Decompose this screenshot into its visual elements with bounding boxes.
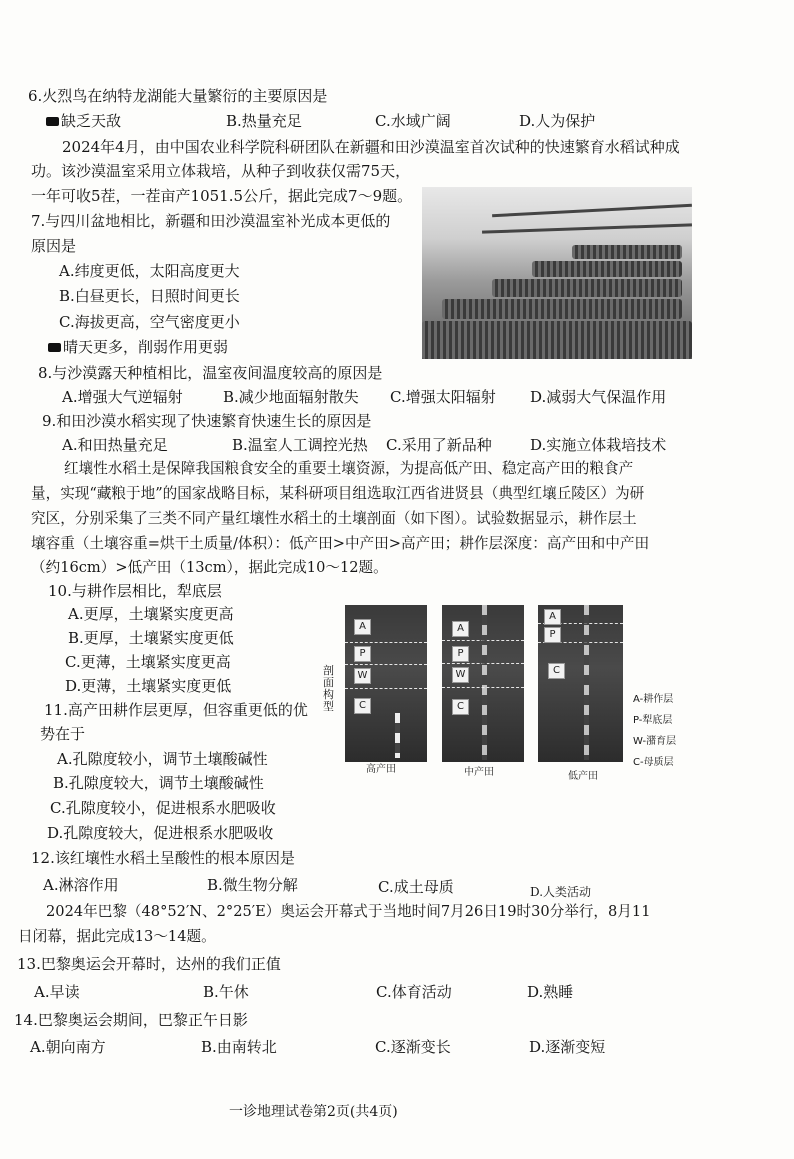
q13-stem: 13.巴黎奥运会开幕时，达州的我们正值	[17, 955, 281, 973]
answer-mark	[46, 117, 59, 126]
q8-option-b: B.减少地面辐射散失	[223, 388, 359, 406]
q10-stem: 10.与耕作层相比，犁底层	[48, 582, 222, 600]
q9-option-c: C.采用了新品种	[386, 436, 492, 454]
q10-option-d: D.更薄，土壤紧实度更低	[65, 677, 232, 695]
caption-mid-yield: 中产田	[464, 767, 494, 778]
q11-option-d: D.孔隙度较大，促进根系水肥吸收	[47, 824, 274, 842]
q7-option-d: 晴天更多，削弱作用更弱	[63, 338, 229, 356]
layer-label: W	[354, 668, 371, 684]
q11-stem-line2: 势在于	[40, 725, 86, 743]
q12-option-d: D.人类活动	[530, 885, 592, 899]
q14-option-b: B.由南转北	[201, 1038, 277, 1056]
passage1-line3: 一年可收5茬，一茬亩产1051.5公斤，据此完成7～9题。	[31, 187, 413, 205]
layer-label: P	[452, 646, 469, 662]
passage3-line2: 日闭幕，据此完成13～14题。	[18, 928, 216, 945]
q9-option-d: D.实施立体栽培技术	[530, 436, 667, 454]
q14-option-d: D.逐渐变短	[529, 1038, 606, 1056]
passage2-line3: 究区，分别采集了三类不同产量红壤性水稻土的土壤剖面（如下图）。试验数据显示，耕作层土	[31, 510, 637, 527]
passage2-line2: 量，实现“藏粮于地”的国家战略目标，某科研项目组选取江西省进贤县（典型红壤丘陵区）为研	[31, 485, 645, 502]
passage1-line1: 2024年4月，由中国农业科学院科研团队在新疆和田沙漠温室首次试种的快速繁育水稻试种成	[62, 138, 680, 156]
legend-item: P-犁底层	[633, 715, 673, 726]
q14-option-a: A.朝向南方	[30, 1038, 106, 1056]
q8-option-a: A.增强大气逆辐射	[62, 388, 183, 406]
figure-axis-label: 剖面构型	[323, 664, 334, 713]
layer-label: C	[354, 698, 371, 714]
q9-option-b: B.温室人工调控光热	[232, 436, 368, 454]
q13-option-a: A.早读	[34, 983, 80, 1001]
layer-label: C	[452, 699, 469, 715]
q9-option-a: A.和田热量充足	[62, 436, 168, 454]
q14-option-c: C.逐渐变长	[375, 1038, 451, 1056]
legend-item: C-母质层	[633, 757, 674, 768]
q7-option-a: A.纬度更低，太阳高度更大	[59, 262, 240, 280]
q14-stem: 14.巴黎奥运会期间，巴黎正午日影	[14, 1011, 248, 1029]
q6-option-d: D.人为保护	[519, 112, 596, 130]
passage3-line1: 2024年巴黎（48°52′N、2°25′E）奥运会开幕式于当地时间7月26日19时30分举行，8月11	[46, 903, 651, 920]
q13-option-b: B.午休	[203, 983, 249, 1001]
legend-item: W-潴育层	[633, 736, 677, 747]
q7-stem-line2: 原因是	[31, 237, 77, 255]
q13-option-d: D.熟睡	[527, 983, 574, 1001]
q7-option-c: C.海拔更高，空气密度更小	[59, 313, 240, 331]
answer-mark	[48, 343, 61, 352]
q12-option-c: C.成土母质	[378, 878, 454, 896]
q10-option-b: B.更厚，土壤紧实度更低	[68, 629, 234, 647]
legend-item: A-耕作层	[633, 694, 674, 705]
q8-option-c: C.增强太阳辐射	[390, 388, 496, 406]
q11-option-a: A.孔隙度较小，调节土壤酸碱性	[57, 750, 268, 768]
profile-low-yield	[538, 605, 623, 762]
q12-option-b: B.微生物分解	[207, 876, 298, 894]
layer-label: P	[544, 627, 561, 643]
passage2-line5: （约16cm）>低产田（13cm），据此完成10～12题。	[31, 559, 388, 576]
page-footer: 一诊地理试卷第2页(共4页)	[229, 1104, 398, 1120]
q6-option-c: C.水域广阔	[375, 112, 451, 130]
greenhouse-rice-photo	[422, 187, 692, 359]
passage2-line1: 红壤性水稻土是保障我国粮食安全的重要土壤资源，为提高低产田、稳定高产田的粮食产	[64, 460, 634, 477]
passage2-line4: 壤容重（土壤容重=烘干土质量/体积）：低产田>中产田>高产田；耕作层深度：高产田和中产田	[31, 535, 650, 552]
layer-label: A	[452, 621, 469, 637]
q12-option-a: A.淋溶作用	[43, 876, 119, 894]
layer-label: A	[544, 609, 561, 625]
layer-label: P	[354, 646, 371, 662]
q6-option-a: 缺乏天敌	[61, 112, 122, 130]
q6-stem: 6.火烈鸟在纳特龙湖能大量繁衍的主要原因是	[28, 87, 328, 105]
q7-stem-line1: 7.与四川盆地相比，新疆和田沙漠温室补光成本更低的	[31, 212, 391, 230]
profile-mid-yield	[442, 605, 524, 762]
layer-label: C	[548, 663, 565, 679]
layer-label: W	[452, 667, 469, 683]
q8-stem: 8.与沙漠露天种植相比，温室夜间温度较高的原因是	[38, 364, 383, 382]
q12-stem: 12.该红壤性水稻土呈酸性的根本原因是	[31, 849, 295, 867]
passage1-line2: 功。该沙漠温室采用立体栽培，从种子到收获仅需75天，	[31, 162, 411, 180]
q11-option-b: B.孔隙度较大，调节土壤酸碱性	[53, 774, 264, 792]
profile-high-yield	[345, 605, 427, 762]
q11-option-c: C.孔隙度较小，促进根系水肥吸收	[50, 799, 276, 817]
q6-option-b: B.热量充足	[226, 112, 302, 130]
q11-stem-line1: 11.高产田耕作层更厚，但容重更低的优	[44, 701, 308, 719]
q13-option-c: C.体育活动	[376, 983, 452, 1001]
q9-stem: 9.和田沙漠水稻实现了快速繁育快速生长的原因是	[42, 412, 372, 430]
q10-option-a: A.更厚，土壤紧实度更高	[68, 605, 234, 623]
q10-option-c: C.更薄，土壤紧实度更高	[65, 653, 231, 671]
q8-option-d: D.减弱大气保温作用	[530, 388, 667, 406]
q7-option-b: B.白昼更长，日照时间更长	[59, 287, 240, 305]
caption-low-yield: 低产田	[568, 771, 598, 782]
layer-label: A	[354, 619, 371, 635]
caption-high-yield: 高产田	[366, 764, 396, 775]
